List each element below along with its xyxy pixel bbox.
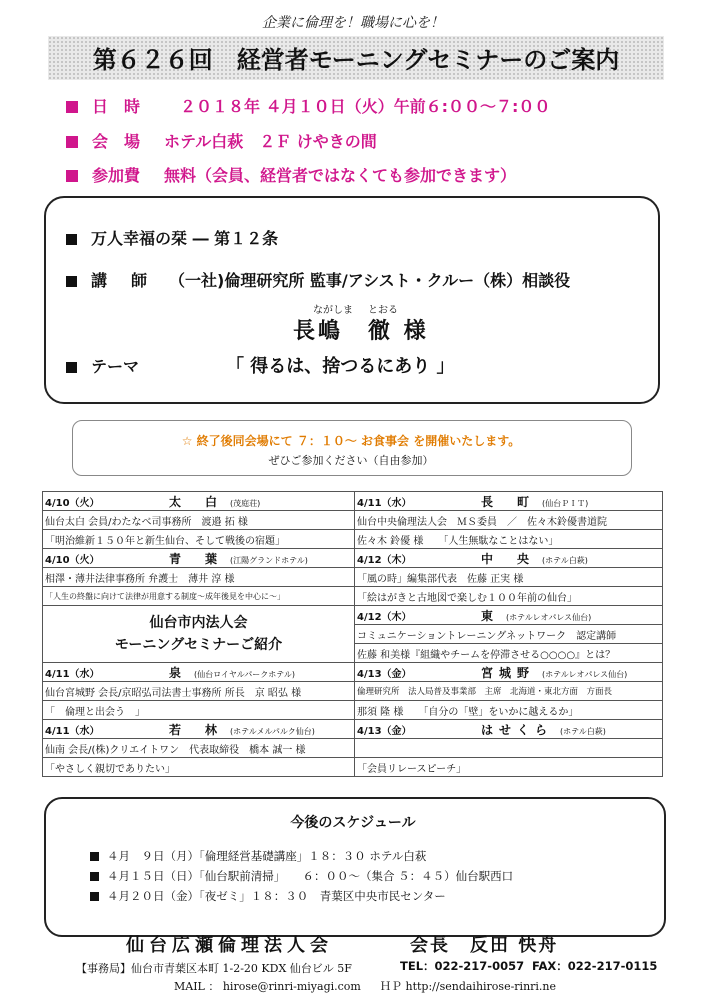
seminar-speaker: 仙台宮城野 会長/京昭弘司法書士事務所 所長 京 昭弘 様	[43, 682, 355, 701]
homepage-link[interactable]: ＨＰ http://sendaihirose-rinri.ne	[380, 980, 557, 993]
seminar-theme: 「絵はがきと古地図で楽しむ１００年前の仙台」	[355, 587, 663, 606]
seminar-speaker: 仙台中央倫理法人会 ＭＳ委員 ／ 佐々木鈴優書道院	[355, 511, 663, 530]
seminar-theme: 「人生の終盤に向けて法律が用意する制度～成年後見を中心に～」	[43, 587, 355, 606]
schedule-item	[90, 848, 426, 864]
seminar-date: 4/13（金）	[357, 668, 412, 680]
seminar-date: 4/11（水）	[45, 668, 100, 680]
intro-title-line: 仙台市内法人会	[149, 615, 248, 631]
seminar-table	[42, 491, 663, 777]
detail-value: ２０１８年 ４月１０日（火）午前６:００～７:００	[180, 97, 551, 116]
seminar-date: 4/10（火）	[45, 554, 100, 566]
seminar-theme: 「会員リレースピーチ」	[355, 758, 663, 777]
schedule-text: ４月１５日（日）「仙台駅前清掃」 ６：００～（集合 ５：４５）仙台駅西口	[107, 869, 514, 883]
theme-label: テーマ	[91, 357, 140, 376]
tagline: 企業に倫理を！職場に心を！	[262, 15, 444, 31]
dinner-sub: ぜひご参加ください（自由参加）	[268, 454, 434, 467]
seminar-venue: (仙台ＰＩＴ)	[541, 498, 589, 508]
seminar-theme: 那須 隆 様 「自分の「壁」をいかに越えるか」	[355, 701, 663, 720]
square-bullet-icon	[90, 852, 99, 861]
seminar-header	[43, 720, 355, 739]
seminar-header	[355, 492, 663, 511]
seminar-venue: (仙台ロイヤルパークホテル)	[193, 669, 295, 679]
square-bullet-icon	[66, 170, 78, 182]
seminar-name: 太 白	[169, 494, 224, 509]
seminar-header	[355, 663, 663, 682]
seminar-venue: (ホテルレオパレス仙台)	[505, 612, 592, 622]
organization-name: 仙台広瀬倫理法人会	[126, 935, 333, 956]
email-link[interactable]: MAIL ： hirose@rinri-miyagi.com	[174, 980, 361, 993]
seminar-theme: 「やさしく親切でありたい」	[43, 758, 355, 777]
seminar-name: 泉	[169, 665, 188, 680]
seminar-name: 青 葉	[169, 551, 224, 566]
seminar-name: 若 林	[169, 722, 224, 737]
seminar-theme: 佐々木 鈴優 様 「人生無駄なことはない」	[355, 530, 663, 549]
fax: FAX：022-217-0115	[532, 959, 658, 973]
detail-label: 参加費	[92, 166, 141, 185]
seminar-name: はせくら	[481, 722, 554, 737]
seminar-date: 4/12（木）	[357, 554, 412, 566]
seminar-speaker: コミュニケーショントレーニングネットワーク 認定講師	[355, 625, 663, 644]
lecturer-affiliation: （一社)倫理研究所 監事/アシスト・クルー（株）相談役	[169, 271, 571, 290]
seminar-name: 中 央	[481, 551, 536, 566]
seminar-header	[355, 720, 663, 739]
seminar-header	[43, 663, 355, 682]
seminar-date: 4/11（水）	[357, 497, 412, 509]
seminar-venue: (ホテルレオパレス仙台)	[541, 669, 628, 679]
seminar-date: 4/13（金）	[357, 725, 412, 737]
square-bullet-icon	[66, 362, 77, 373]
program-item	[66, 226, 278, 249]
detail-fee	[66, 163, 516, 186]
theme-row	[66, 354, 139, 377]
phone: TEL：022-217-0057	[400, 959, 525, 973]
seminar-speaker: 倫理研究所 法人局普及事業部 主席 北海道・東北方面 方面長	[355, 682, 663, 701]
square-bullet-icon	[90, 892, 99, 901]
square-bullet-icon	[66, 101, 78, 113]
seminar-speaker: 相澤・薄井法律事務所 弁護士 薄井 淳 様	[43, 568, 355, 587]
schedule-item	[90, 888, 446, 904]
seminar-header	[355, 549, 663, 568]
seminar-date: 4/11（水）	[45, 725, 100, 737]
seminar-date: 4/10（火）	[45, 497, 100, 509]
intro-title-line: モーニングセミナーご紹介	[114, 637, 283, 653]
seminar-date: 4/12（木）	[357, 611, 412, 623]
detail-venue	[66, 129, 377, 152]
seminar-name: 東	[481, 608, 500, 623]
seminar-venue: (江陽グランドホテル)	[229, 555, 308, 565]
seminar-name: 宮城野	[481, 665, 536, 680]
lecturer-row	[66, 268, 570, 291]
dinner-notice: ☆ 終了後同会場にて ７：１０～ お食事会 を開催いたします。	[181, 434, 521, 448]
detail-label: 会 場	[92, 132, 141, 151]
page-title: 第６２６回 経営者モーニングセミナーのご案内	[92, 46, 620, 74]
program-item-text: 万人幸福の栞 ― 第１２条	[91, 229, 279, 248]
office-address: 【事務局】仙台市青葉区本町 1-2-20 KDX 仙台ビル 5F	[76, 962, 352, 975]
seminar-header	[43, 549, 355, 568]
schedule-text: ４月２０日（金）「夜ゼミ」１８：３０ 青葉区中央市民センター	[107, 889, 446, 903]
speaker-ruby-given: とおる	[368, 305, 398, 316]
seminar-header	[355, 606, 663, 625]
seminar-venue: (ホテル白萩)	[559, 726, 606, 736]
lecturer-label: 講 師	[91, 271, 152, 290]
seminar-theme: 「明治維新１５０年と新生仙台、そして戦後の宿題」	[43, 530, 355, 549]
schedule-title: 今後のスケジュール	[290, 815, 416, 831]
seminar-header	[43, 492, 355, 511]
detail-datetime	[66, 94, 550, 117]
seminar-speaker: 仙南 会長/(株)クリエイトワン 代表取締役 橋本 誠一 様	[43, 739, 355, 758]
square-bullet-icon	[66, 136, 78, 148]
schedule-text: ４月 ９日（月）「倫理経営基礎講座」１８：３０ ホテル白萩	[107, 849, 427, 863]
seminar-theme: 佐藤 和美様『組織やチームを停滞させる○○○○』とは？	[355, 644, 663, 663]
seminar-name: 長 町	[481, 494, 536, 509]
speaker-ruby-family: ながしま	[313, 305, 353, 316]
detail-value: ホテル白萩 ２Ｆ けやきの間	[164, 132, 377, 151]
president-name: 会長 反田 快舟	[410, 935, 559, 956]
seminar-theme: 「 倫理と出会う 」	[43, 701, 355, 720]
theme-text: 「 得るは、捨つるにあり 」	[226, 356, 455, 377]
intro-title	[43, 606, 355, 663]
detail-label: 日 時	[92, 97, 141, 116]
seminar-speaker: 仙台太白 会員/わたなべ司事務所 渡邉 拓 様	[43, 511, 355, 530]
seminar-speaker: 「風の時」編集部代表 佐藤 正実 様	[355, 568, 663, 587]
detail-value: 無料（会員、経営者ではなくても参加できます）	[164, 166, 517, 185]
seminar-venue: (ホテル白萩)	[541, 555, 588, 565]
seminar-venue: (ホテルメルパルク仙台)	[229, 726, 315, 736]
square-bullet-icon	[66, 276, 77, 287]
square-bullet-icon	[66, 234, 77, 245]
seminar-speaker	[355, 739, 663, 758]
speaker-name: 長嶋 徹 様	[293, 319, 429, 344]
schedule-item	[90, 868, 513, 884]
seminar-venue: (茂庭荘)	[229, 498, 261, 508]
square-bullet-icon	[90, 872, 99, 881]
